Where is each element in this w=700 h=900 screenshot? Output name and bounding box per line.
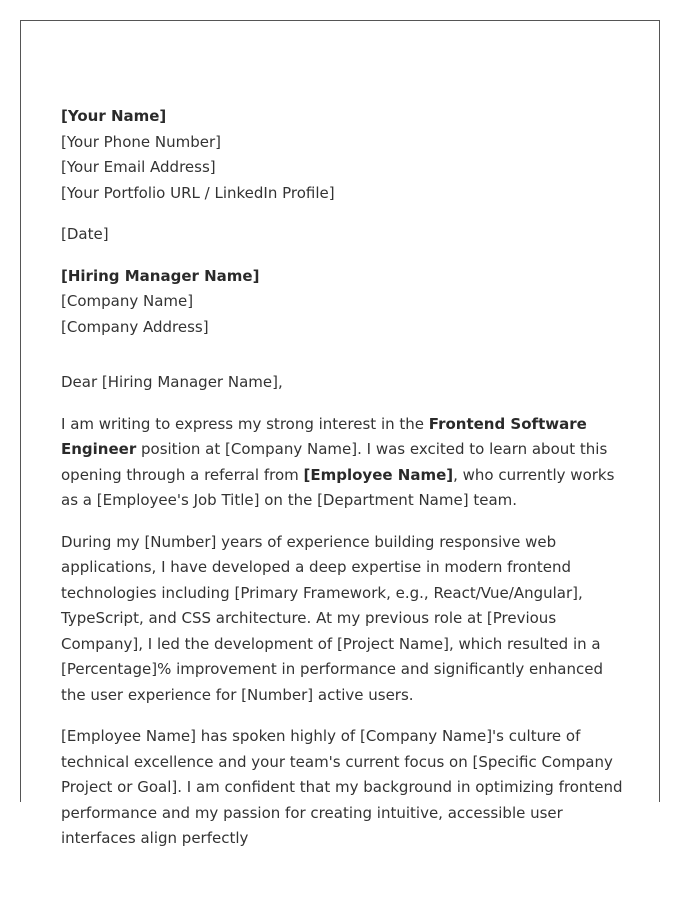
recipient-company: [Company Name] [61, 292, 194, 310]
date-block [61, 222, 631, 248]
letter-date: [Date] [61, 225, 109, 243]
recipient-address: [Company Address] [61, 317, 209, 336]
salutation: Dear [Hiring Manager Name], [61, 373, 283, 391]
paragraph-intro-part3: , who currently works as a [Employee's Job Title] on the [Department Name] team. [61, 465, 615, 509]
sender-name: [Your Name] [61, 107, 167, 125]
sender-portfolio: [Your Portfolio URL / LinkedIn Profile] [61, 183, 335, 202]
paragraph-culture: [Employee Name] has spoken highly of [Company Name]'s culture of technical excellence and your team's current focus on [Specific Company Project or Goal]. I am confident that my background in optimizing frontend performance and my passion for creating intuitive, accessible user interfaces align perfectly [61, 727, 623, 847]
paragraph-intro-part2: position at [Company Name]. I was excited to learn about this opening through a referral from [61, 440, 608, 484]
paragraph-intro-part1: I am writing to express my strong interest in the [61, 414, 429, 433]
paragraph-experience: During my [Number] years of experience building responsive web applications, I have developed a deep expertise in modern frontend technologies including [Primary Framework, e.g., React/Vue/Angular], TypeScript, and CSS architecture. At my previous role at [Previous Company], I led the development of [Project Name], which resulted in a [Percentage]% improvement in performance and significantly enhanced the user experience for [Number] active users. [61, 532, 603, 704]
letter-page [20, 20, 660, 847]
sender-block [61, 104, 631, 206]
sender-phone: [Your Phone Number] [61, 132, 221, 151]
letter-body [61, 104, 631, 852]
sender-email: [Your Email Address] [61, 158, 216, 176]
paragraph-intro [61, 412, 631, 514]
recipient-block [61, 264, 631, 341]
referrer-name: [Employee Name] [303, 465, 454, 484]
recipient-name: [Hiring Manager Name] [61, 266, 260, 285]
salutation-block [61, 370, 631, 396]
role-title: Frontend Software Engineer [61, 414, 587, 458]
